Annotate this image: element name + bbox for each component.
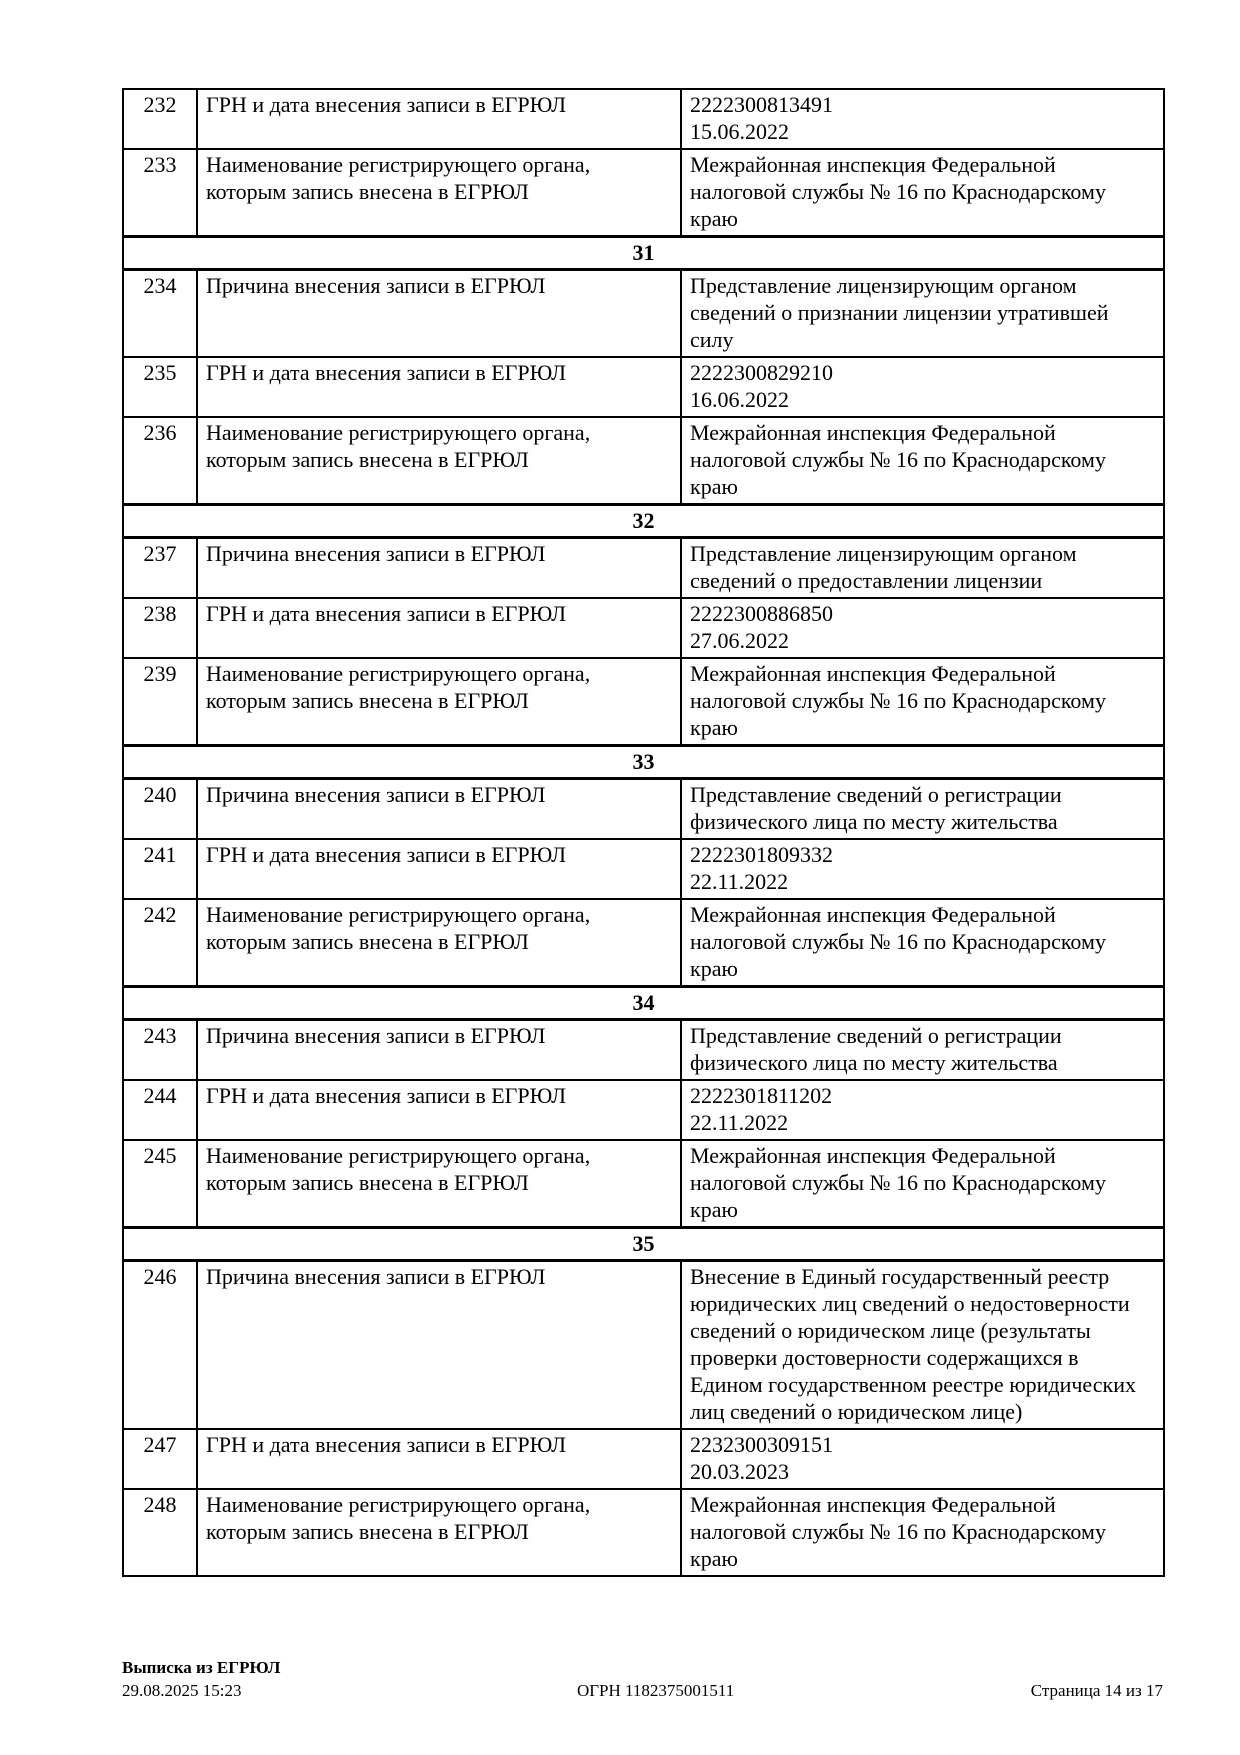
row-value: [681, 658, 1164, 746]
table-row: [123, 538, 1164, 599]
section-number: 32: [123, 505, 1164, 538]
value-line: 2222300886850: [690, 601, 833, 626]
row-number: 247: [123, 1429, 197, 1489]
value-line: Представление сведений о регистрации физического лица по месту жительства: [690, 782, 1062, 834]
section-row: [123, 505, 1164, 538]
row-value: [681, 538, 1164, 599]
section-row: [123, 746, 1164, 779]
row-label: Причина внесения записи в ЕГРЮЛ: [197, 779, 681, 840]
row-value: [681, 1020, 1164, 1081]
section-number: 31: [123, 237, 1164, 270]
row-label: Наименование регистрирующего органа, которым запись внесена в ЕГРЮЛ: [197, 149, 681, 237]
table-row: [123, 1261, 1164, 1430]
table-row: [123, 1020, 1164, 1081]
table-row: [123, 1080, 1164, 1140]
row-value: [681, 839, 1164, 899]
row-number: 238: [123, 598, 197, 658]
table-row: [123, 899, 1164, 987]
row-number: 246: [123, 1261, 197, 1430]
section-number: 33: [123, 746, 1164, 779]
table-row: [123, 357, 1164, 417]
row-number: 248: [123, 1489, 197, 1576]
value-line: Межрайонная инспекция Федеральной налоговой службы № 16 по Краснодарскому краю: [690, 1492, 1106, 1571]
page-number: Страница 14 из 17: [1030, 1681, 1163, 1700]
row-number: 233: [123, 149, 197, 237]
row-number: 242: [123, 899, 197, 987]
section-row: [123, 1228, 1164, 1261]
value-line: Межрайонная инспекция Федеральной налоговой службы № 16 по Краснодарскому краю: [690, 902, 1106, 981]
row-value: [681, 270, 1164, 358]
row-number: 241: [123, 839, 197, 899]
value-line: Представление лицензирующим органом сведений о предоставлении лицензии: [690, 541, 1077, 593]
value-line: Представление сведений о регистрации физического лица по месту жительства: [690, 1023, 1062, 1075]
value-line: 20.03.2023: [690, 1459, 789, 1484]
row-value: [681, 1429, 1164, 1489]
row-label: Наименование регистрирующего органа, которым запись внесена в ЕГРЮЛ: [197, 658, 681, 746]
document-title: Выписка из ЕГРЮЛ: [122, 1658, 281, 1677]
row-number: 232: [123, 89, 197, 149]
value-line: Межрайонная инспекция Федеральной налоговой службы № 16 по Краснодарскому краю: [690, 420, 1106, 499]
row-label: Наименование регистрирующего органа, которым запись внесена в ЕГРЮЛ: [197, 1489, 681, 1576]
row-label: ГРН и дата внесения записи в ЕГРЮЛ: [197, 839, 681, 899]
value-line: 2222301809332: [690, 842, 833, 867]
row-number: 245: [123, 1140, 197, 1228]
value-line: 27.06.2022: [690, 628, 789, 653]
table-row: [123, 598, 1164, 658]
table-row: [123, 839, 1164, 899]
row-label: ГРН и дата внесения записи в ЕГРЮЛ: [197, 357, 681, 417]
page-footer: [122, 1656, 1163, 1702]
value-line: 2222300813491: [690, 92, 833, 117]
table-row: [123, 658, 1164, 746]
row-value: [681, 1080, 1164, 1140]
row-value: [681, 779, 1164, 840]
value-line: Представление лицензирующим органом сведений о признании лицензии утратившей силу: [690, 273, 1109, 352]
table-row: [123, 270, 1164, 358]
table-row: [123, 1429, 1164, 1489]
row-value: [681, 89, 1164, 149]
row-value: [681, 357, 1164, 417]
ogrn-label: ОГРН 1182375001511: [576, 1681, 735, 1700]
value-line: Внесение в Единый государственный реестр юридических лиц сведений о недостоверности сведений о юридическом лице (результаты проверки достоверности содержащихся в Едином государственном реестре юридических лиц сведений о юридическом лице): [690, 1264, 1136, 1424]
value-line: Межрайонная инспекция Федеральной налоговой службы № 16 по Краснодарскому краю: [690, 1143, 1106, 1222]
row-label: Причина внесения записи в ЕГРЮЛ: [197, 1261, 681, 1430]
row-label: Наименование регистрирующего органа, которым запись внесена в ЕГРЮЛ: [197, 417, 681, 505]
row-label: ГРН и дата внесения записи в ЕГРЮЛ: [197, 1429, 681, 1489]
row-number: 236: [123, 417, 197, 505]
row-value: [681, 417, 1164, 505]
table-row: [123, 1140, 1164, 1228]
section-number: 34: [123, 987, 1164, 1020]
table-row: [123, 417, 1164, 505]
row-label: Наименование регистрирующего органа, которым запись внесена в ЕГРЮЛ: [197, 899, 681, 987]
row-number: 240: [123, 779, 197, 840]
row-value: [681, 899, 1164, 987]
value-line: 16.06.2022: [690, 387, 789, 412]
section-number: 35: [123, 1228, 1164, 1261]
row-label: Причина внесения записи в ЕГРЮЛ: [197, 538, 681, 599]
row-label: Причина внесения записи в ЕГРЮЛ: [197, 270, 681, 358]
table-row: [123, 779, 1164, 840]
footer-left-block: [122, 1656, 280, 1702]
row-label: ГРН и дата внесения записи в ЕГРЮЛ: [197, 89, 681, 149]
value-line: Межрайонная инспекция Федеральной налоговой службы № 16 по Краснодарскому краю: [690, 661, 1106, 740]
row-number: 234: [123, 270, 197, 358]
egrul-records-table: [122, 88, 1165, 1577]
row-label: Причина внесения записи в ЕГРЮЛ: [197, 1020, 681, 1081]
row-label: Наименование регистрирующего органа, которым запись внесена в ЕГРЮЛ: [197, 1140, 681, 1228]
row-value: [681, 1140, 1164, 1228]
extract-datetime: 29.08.2025 15:23: [122, 1681, 242, 1700]
table-row: [123, 1489, 1164, 1576]
value-line: 15.06.2022: [690, 119, 789, 144]
row-label: ГРН и дата внесения записи в ЕГРЮЛ: [197, 598, 681, 658]
row-value: [681, 1489, 1164, 1576]
row-number: 243: [123, 1020, 197, 1081]
row-value: [681, 598, 1164, 658]
value-line: 22.11.2022: [690, 1110, 789, 1135]
table-row: [123, 149, 1164, 237]
row-value: [681, 149, 1164, 237]
value-line: 2222301811202: [690, 1083, 833, 1108]
row-number: 235: [123, 357, 197, 417]
row-number: 244: [123, 1080, 197, 1140]
value-line: Межрайонная инспекция Федеральной налоговой службы № 16 по Краснодарскому краю: [690, 152, 1106, 231]
row-number: 237: [123, 538, 197, 599]
value-line: 22.11.2022: [690, 869, 789, 894]
row-value: [681, 1261, 1164, 1430]
egrul-table-body: [123, 89, 1164, 1576]
section-row: [123, 237, 1164, 270]
row-number: 239: [123, 658, 197, 746]
row-label: ГРН и дата внесения записи в ЕГРЮЛ: [197, 1080, 681, 1140]
value-line: 2232300309151: [690, 1432, 833, 1457]
section-row: [123, 987, 1164, 1020]
value-line: 2222300829210: [690, 360, 833, 385]
table-row: [123, 89, 1164, 149]
